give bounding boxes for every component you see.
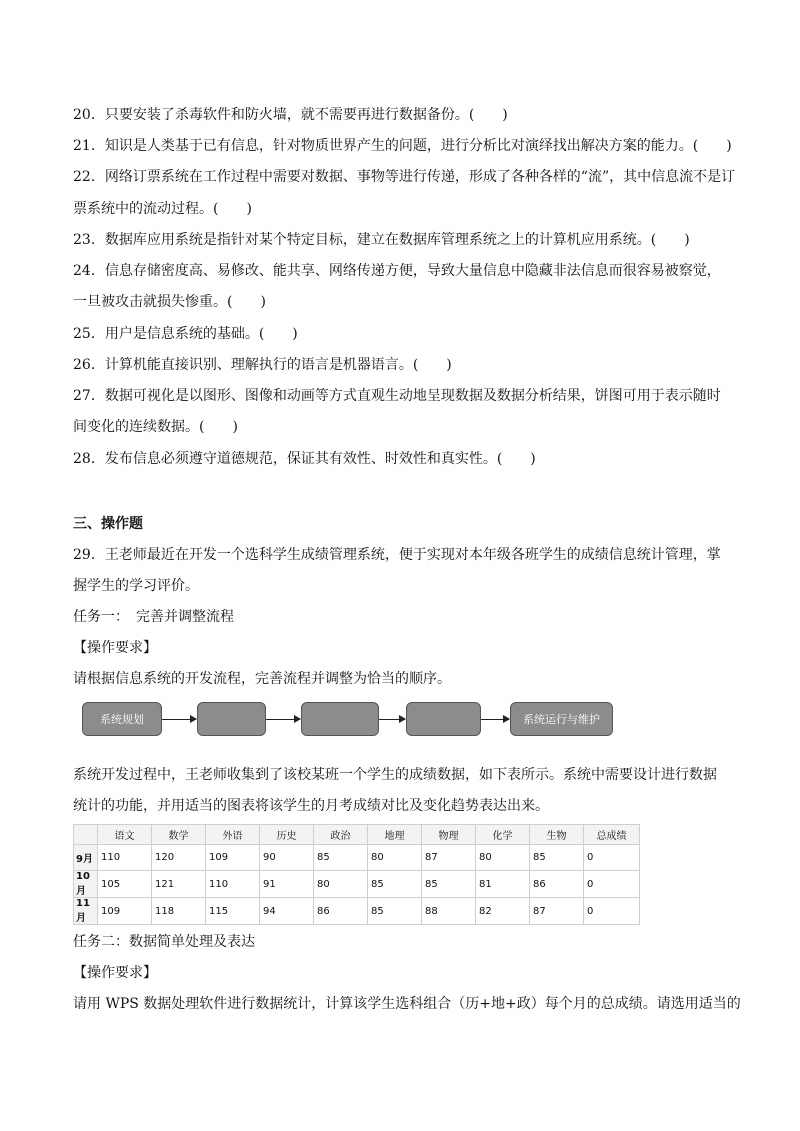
table-cell: 81 xyxy=(476,871,530,898)
column-header-chemistry: 化学 xyxy=(476,825,530,845)
column-header-math: 数学 xyxy=(152,825,206,845)
section-title: 三、操作题 xyxy=(73,516,143,532)
table-cell: 109 xyxy=(98,898,152,925)
grade-table xyxy=(73,824,640,925)
table-cell: 105 xyxy=(98,871,152,898)
column-header-total: 总成绩 xyxy=(584,825,640,845)
table-cell-total: 0 xyxy=(584,845,640,871)
table-cell: 80 xyxy=(476,845,530,871)
question-20: 20．只要安装了杀毒软件和防火墙，就不需要再进行数据备份。( ) xyxy=(73,107,508,123)
table-cell: 90 xyxy=(260,845,314,871)
requirement-2-text: 请用 WPS 数据处理软件进行数据统计，计算该学生选科组合（历+地+政）每个月的总成绩。请选用适当的 xyxy=(73,996,741,1012)
question-28: 28．发布信息必须遵守道德规范，保证其有效性、时效性和真实性。( ) xyxy=(73,451,536,467)
question-29-cont: 握学生的学习评价。 xyxy=(73,578,199,594)
flow-arrow-1 xyxy=(162,719,196,720)
table-cell: 85 xyxy=(314,845,368,871)
operation-requirement-1: 【操作要求】 xyxy=(73,640,157,656)
column-header-foreign-language: 外语 xyxy=(206,825,260,845)
table-cell: 120 xyxy=(152,845,206,871)
description-line-2: 统计的功能，并用适当的图表将该学生的月考成绩对比及变化趋势表达出来。 xyxy=(73,798,549,814)
table-cell: 86 xyxy=(314,898,368,925)
table-cell: 109 xyxy=(206,845,260,871)
table-row xyxy=(74,871,640,898)
table-cell: 85 xyxy=(368,898,422,925)
flow-step-system-planning: 系统规划 xyxy=(82,702,162,736)
table-cell: 91 xyxy=(260,871,314,898)
table-cell: 86 xyxy=(530,871,584,898)
table-cell-total: 0 xyxy=(584,898,640,925)
flow-step-blank-3[interactable] xyxy=(406,702,481,736)
table-header-row xyxy=(74,825,640,845)
table-cell: 115 xyxy=(206,898,260,925)
table-cell: 121 xyxy=(152,871,206,898)
table-cell: 88 xyxy=(422,898,476,925)
question-21: 21．知识是人类基于已有信息，针对物质世界产生的问题，进行分析比对演绎找出解决方案的能力。( ) xyxy=(73,138,732,154)
column-header-history: 历史 xyxy=(260,825,314,845)
table-cell: 85 xyxy=(530,845,584,871)
table-cell: 110 xyxy=(206,871,260,898)
flow-step-blank-1[interactable] xyxy=(197,702,266,736)
task1-title: 任务一： 完善并调整流程 xyxy=(73,609,234,625)
table-cell: 80 xyxy=(314,871,368,898)
table-cell: 87 xyxy=(422,845,476,871)
table-cell: 94 xyxy=(260,898,314,925)
row-header-month: 10月 xyxy=(74,871,98,898)
flow-step-operation-maintenance: 系统运行与维护 xyxy=(510,702,613,736)
column-header-chinese: 语文 xyxy=(98,825,152,845)
table-cell: 118 xyxy=(152,898,206,925)
question-29: 29．王老师最近在开发一个选科学生成绩管理系统，便于实现对本年级各班学生的成绩信息统计管理，掌 xyxy=(73,547,721,563)
requirement-1-text: 请根据信息系统的开发流程，完善流程并调整为恰当的顺序。 xyxy=(73,671,451,687)
question-27: 27．数据可视化是以图形、图像和动画等方式直观生动地呈现数据及数据分析结果，饼图可用于表示随时 xyxy=(73,388,721,404)
table-cell: 85 xyxy=(422,871,476,898)
question-22: 22．网络订票系统在工作过程中需要对数据、事物等进行传递，形成了各种各样的“流”，其中信息流不是订 xyxy=(73,169,736,185)
flow-arrow-4 xyxy=(481,719,509,720)
question-27-cont: 间变化的连续数据。( ) xyxy=(73,419,238,435)
flow-arrow-3 xyxy=(379,719,405,720)
table-cell: 87 xyxy=(530,898,584,925)
column-header-biology: 生物 xyxy=(530,825,584,845)
question-22-cont: 票系统中的流动过程。( ) xyxy=(73,201,252,217)
question-23: 23．数据库应用系统是指针对某个特定目标，建立在数据库管理系统之上的计算机应用系统。( ) xyxy=(73,232,690,248)
table-cell: 80 xyxy=(368,845,422,871)
column-header-politics: 政治 xyxy=(314,825,368,845)
description-line-1: 系统开发过程中，王老师收集到了该校某班一个学生的成绩数据，如下表所示。系统中需要设计进行数据 xyxy=(73,767,717,783)
question-26: 26．计算机能直接识别、理解执行的语言是机器语言。( ) xyxy=(73,357,452,373)
table-row xyxy=(74,898,640,925)
row-header-month: 9月 xyxy=(74,845,98,871)
column-header-physics: 物理 xyxy=(422,825,476,845)
table-cell-total: 0 xyxy=(584,871,640,898)
table-row xyxy=(74,845,640,871)
table-cell: 110 xyxy=(98,845,152,871)
column-header-geography: 地理 xyxy=(368,825,422,845)
question-24-cont: 一旦被攻击就损失惨重。( ) xyxy=(73,294,266,310)
task2-title: 任务二：数据简单处理及表达 xyxy=(73,934,255,950)
question-24: 24．信息存储密度高、易修改、能共享、网络传递方便，导致大量信息中隐藏非法信息而很容易被察觉， xyxy=(73,263,721,279)
operation-requirement-2: 【操作要求】 xyxy=(73,965,157,981)
flow-step-blank-2[interactable] xyxy=(301,702,379,736)
table-cell: 82 xyxy=(476,898,530,925)
flow-arrow-2 xyxy=(266,719,300,720)
table-corner xyxy=(74,825,98,845)
row-header-month: 11月 xyxy=(74,898,98,925)
question-25: 25．用户是信息系统的基础。( ) xyxy=(73,326,298,342)
table-cell: 85 xyxy=(368,871,422,898)
